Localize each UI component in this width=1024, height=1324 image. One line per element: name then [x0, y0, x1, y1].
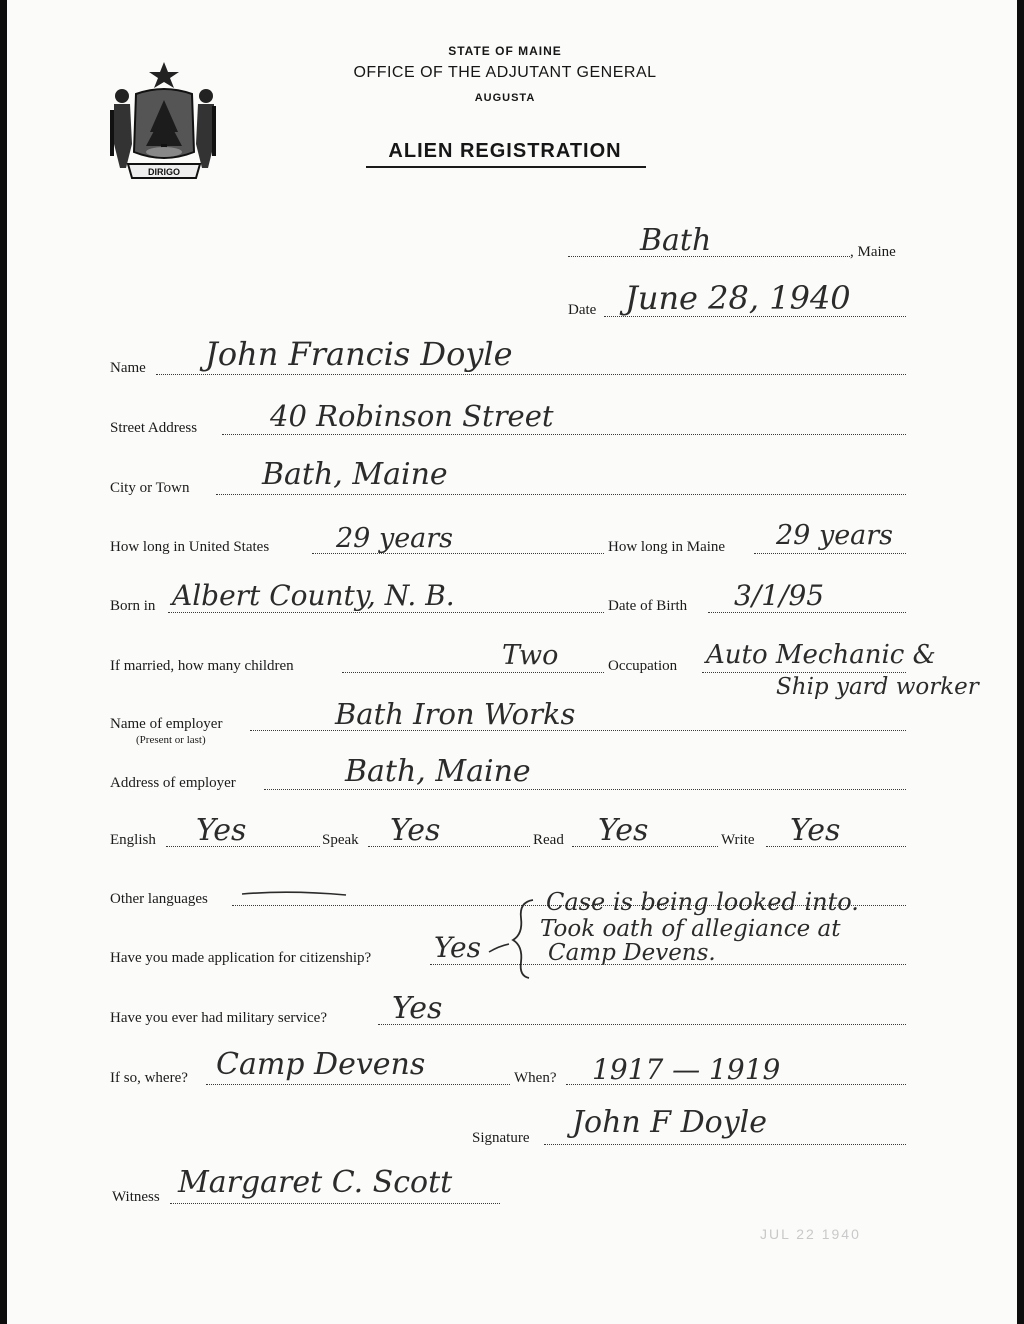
- place-suffix: , Maine: [850, 244, 896, 260]
- where-label: If so, where?: [110, 1070, 188, 1086]
- dob-line: [708, 612, 906, 613]
- citizenship-label: Have you made application for citizenship?: [110, 950, 372, 966]
- name-value: John Francis Doyle: [205, 335, 513, 373]
- street-value: 40 Robinson Street: [270, 399, 554, 433]
- title-underline: [366, 166, 646, 168]
- witness-label: Witness: [112, 1189, 160, 1205]
- city-label: City or Town: [110, 480, 190, 496]
- date-value: June 28, 1940: [625, 279, 851, 317]
- children-value: Two: [502, 640, 559, 671]
- children-label: If married, how many children: [110, 658, 294, 674]
- letterhead-city: AUGUSTA: [474, 92, 536, 104]
- street-line: [222, 434, 906, 435]
- born-value: Albert County, N. B.: [172, 579, 455, 612]
- when-value: 1917 — 1919: [592, 1053, 781, 1086]
- occupation-line: [702, 672, 906, 673]
- english-label: English: [110, 832, 156, 848]
- where-value: Camp Devens: [216, 1047, 426, 1082]
- speak-value: Yes: [390, 813, 441, 848]
- received-stamp: JUL 22 1940: [760, 1226, 861, 1242]
- employer-label: Name of employer: [110, 716, 223, 732]
- name-label: Name: [110, 360, 146, 376]
- signature-value: John F Doyle: [572, 1105, 768, 1140]
- write-value: Yes: [790, 813, 841, 848]
- dob-value: 3/1/95: [734, 579, 825, 612]
- citizenship-note-line2: Took oath of allegiance at: [540, 916, 841, 942]
- read-label: Read: [533, 832, 564, 848]
- employer-address-label: Address of employer: [110, 775, 236, 791]
- signature-label: Signature: [472, 1130, 530, 1146]
- english-value: Yes: [196, 813, 247, 848]
- military-value: Yes: [392, 991, 443, 1026]
- place-value: Bath: [640, 223, 712, 258]
- read-value: Yes: [598, 813, 649, 848]
- signature-line: [544, 1144, 906, 1145]
- citizenship-value: Yes: [434, 931, 481, 964]
- maine-length-line: [754, 553, 906, 554]
- date-label: Date: [568, 302, 597, 318]
- maine-length-value: 29 years: [776, 520, 894, 551]
- witness-line: [170, 1203, 500, 1204]
- street-label: Street Address: [110, 420, 198, 436]
- employer-value: Bath Iron Works: [335, 697, 576, 731]
- maine-seal-icon: [108, 60, 220, 182]
- where-line: [206, 1084, 510, 1085]
- letterhead-office: OFFICE OF THE ADJUTANT GENERAL: [353, 64, 657, 81]
- dob-label: Date of Birth: [608, 598, 688, 614]
- citizenship-note-line1: Case is being looked into.: [546, 888, 859, 916]
- occupation-value-line1: Auto Mechanic &: [706, 640, 936, 670]
- write-label: Write: [721, 832, 755, 848]
- born-label: Born in: [110, 598, 156, 614]
- us-length-value: 29 years: [336, 523, 454, 554]
- born-line: [168, 612, 604, 613]
- citizenship-brace: [485, 896, 541, 980]
- city-line: [216, 494, 906, 495]
- scan-edge-left: [0, 0, 7, 1324]
- occupation-label: Occupation: [608, 658, 678, 674]
- scan-edge-right: [1017, 0, 1024, 1324]
- employer-address-line: [264, 789, 906, 790]
- form-title: ALIEN REGISTRATION: [388, 140, 622, 162]
- us-length-label: How long in United States: [110, 539, 270, 555]
- maine-length-label: How long in Maine: [608, 539, 726, 555]
- speak-label: Speak: [322, 832, 359, 848]
- military-label: Have you ever had military service?: [110, 1010, 327, 1026]
- other-languages-label: Other languages: [110, 891, 208, 907]
- citizenship-note-line3: Camp Devens.: [548, 940, 716, 966]
- letterhead-state: STATE OF MAINE: [448, 44, 562, 58]
- city-value: Bath, Maine: [262, 457, 448, 492]
- employer-sublabel: (Present or last): [136, 734, 206, 746]
- when-label: When?: [514, 1070, 557, 1086]
- witness-value: Margaret C. Scott: [178, 1165, 453, 1200]
- seal-motto: DIRIGO: [147, 167, 181, 177]
- employer-address-value: Bath, Maine: [345, 754, 531, 789]
- other-languages-dash: [240, 886, 350, 898]
- occupation-value-line2: Ship yard worker: [776, 674, 979, 700]
- name-line: [156, 374, 906, 375]
- children-line: [342, 672, 604, 673]
- military-line: [378, 1024, 906, 1025]
